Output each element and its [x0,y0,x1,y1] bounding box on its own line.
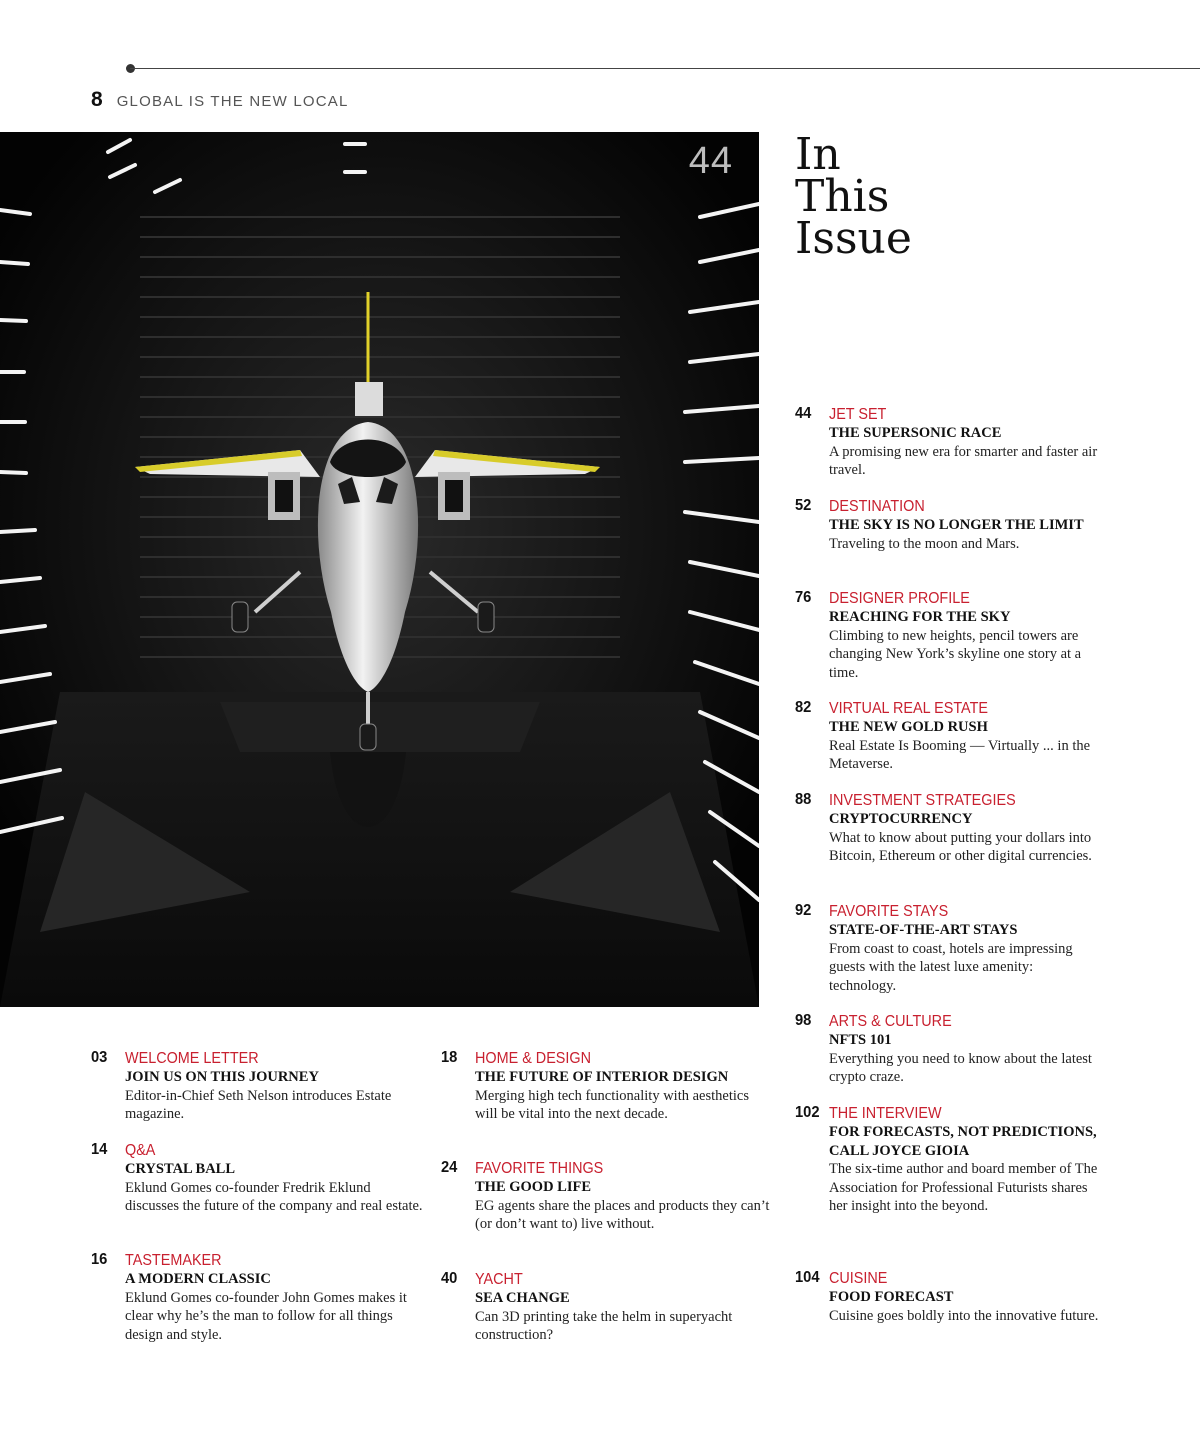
toc-headline: FOOD FORECAST [829,1289,954,1305]
toc-description: What to know about putting your dollars into Bitcoin, Ethereum or other digital currencies. [829,829,1092,864]
toc-description: A promising new era for smarter and faster air travel. [829,443,1098,478]
toc-section-label: INVESTMENT STRATEGIES [829,792,1016,809]
toc-description: Traveling to the moon and Mars. [829,535,1020,552]
toc-page-number: 98 [795,1012,812,1029]
title-line-1: In [795,129,841,180]
toc-page-number: 40 [441,1270,458,1287]
toc-description: Editor-in-Chief Seth Nelson introduces Estate magazine. [125,1087,392,1122]
toc-headline: A MODERN CLASSIC [125,1271,271,1287]
toc-page-number: 82 [795,699,812,716]
toc-section-label: YACHT [475,1271,523,1288]
top-rule [130,68,1200,69]
toc-section-label: ARTS & CULTURE [829,1013,952,1030]
toc-section-label: DESIGNER PROFILE [829,590,970,607]
hero-photo-supersonic-jet [0,132,759,1007]
toc-section-label: DESTINATION [829,498,925,515]
toc-page-number: 14 [91,1141,108,1158]
toc-page-number: 44 [795,405,812,422]
page-title [795,129,912,264]
toc-description: The six-time author and board member of The Association for Professional Futurists shares her insight into the beyond. [829,1161,1098,1214]
toc-headline: CRYPTOCURRENCY [829,811,973,827]
toc-section-label: THE INTERVIEW [829,1105,942,1122]
toc-section-label: VIRTUAL REAL ESTATE [829,700,988,717]
toc-section-label: HOME & DESIGN [475,1050,592,1067]
toc-headline: FOR FORECASTS, NOT PREDICTIONS, CALL JOYCE GIOIA [829,1124,1097,1159]
toc-section-label: FAVORITE STAYS [829,903,949,920]
folio-page-number: 8 [91,88,103,111]
toc-headline: THE SUPERSONIC RACE [829,425,1002,441]
toc-section-label: JET SET [829,406,887,423]
hero-page-reference: 44 [688,140,733,182]
toc-description: Eklund Gomes co-founder John Gomes makes it clear why he’s the man to follow for all things design and style. [125,1289,407,1343]
toc-description: Climbing to new heights, pencil towers are changing New York’s skyline one story at a time. [829,627,1082,681]
toc-headline: THE SKY IS NO LONGER THE LIMIT [829,517,1084,533]
toc-description: Real Estate Is Booming — Virtually ... in the Metaverse. [829,737,1091,772]
toc-description: Eklund Gomes co-founder Fredrik Eklund discusses the future of the company and real estate. [125,1179,423,1214]
toc-page-number: 24 [441,1159,458,1176]
folio [91,88,349,112]
toc-description: EG agents share the places and products they can’t (or don’t want to) live without. [475,1197,770,1232]
toc-headline: SEA CHANGE [475,1290,570,1306]
jet-hangar-illustration [0,132,759,1007]
toc-headline: NFTS 101 [829,1032,892,1048]
toc-section-label: CUISINE [829,1270,888,1287]
running-head: GLOBAL IS THE NEW LOCAL [116,93,349,110]
toc-section-label: Q&A [125,1142,156,1159]
toc-page-number: 52 [795,497,812,514]
title-line-3: Issue [795,213,912,264]
toc-section-label: FAVORITE THINGS [475,1160,604,1177]
toc-headline: THE GOOD LIFE [475,1179,592,1195]
toc-description: Cuisine goes boldly into the innovative future. [829,1307,1099,1324]
toc-section-label: TASTEMAKER [125,1252,222,1269]
toc-page-number: 92 [795,902,812,919]
toc-page-number: 18 [441,1049,458,1066]
toc-page-number: 76 [795,589,812,606]
toc-page-number: 104 [795,1269,820,1286]
toc-headline: REACHING FOR THE SKY [829,609,1011,625]
toc-headline: CRYSTAL BALL [125,1161,236,1177]
title-line-2: This [795,171,890,222]
toc-page-number: 88 [795,791,812,808]
toc-page-number: 16 [91,1251,108,1268]
toc-description: Merging high tech functionality with aesthetics will be vital into the next decade. [475,1087,749,1122]
toc-description: Can 3D printing take the helm in superyacht construction? [475,1308,733,1343]
toc-section-label: WELCOME LETTER [125,1050,259,1067]
toc-description: Everything you need to know about the latest crypto craze. [829,1050,1092,1085]
toc-headline: THE NEW GOLD RUSH [829,719,988,735]
toc-page-number: 102 [795,1104,820,1121]
toc-description: From coast to coast, hotels are impressing guests with the latest luxe amenity: technology. [829,940,1073,994]
toc-headline: STATE-OF-THE-ART STAYS [829,922,1018,938]
toc-headline: JOIN US ON THIS JOURNEY [125,1069,319,1085]
toc-headline: THE FUTURE OF INTERIOR DESIGN [475,1069,729,1085]
toc-page-number: 03 [91,1049,108,1066]
